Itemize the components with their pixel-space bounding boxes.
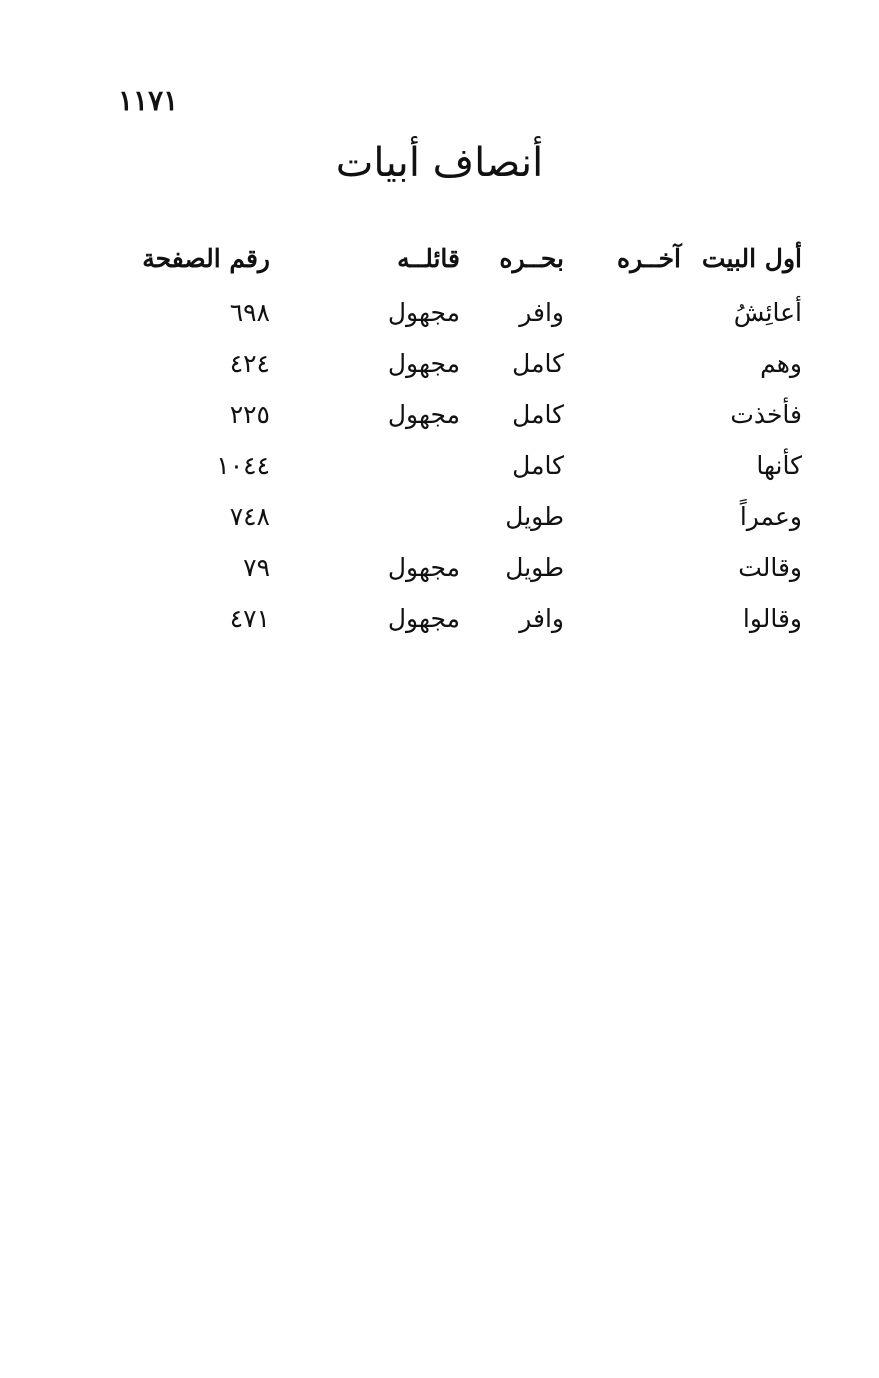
cell-first-verse: وهم — [760, 349, 802, 378]
cell-first-verse: أعائِشُ — [733, 298, 802, 327]
table-row — [0, 349, 879, 400]
cell-page-number: ١٠٤٤ — [216, 451, 270, 480]
cell-first-verse: وقالت — [738, 553, 802, 582]
cell-poet: مجهول — [387, 553, 460, 582]
cell-page-number: ٧٤٨ — [229, 502, 270, 531]
header-page-number: رقم الصفحة — [142, 244, 270, 273]
cell-first-verse: كأنها — [756, 451, 802, 480]
cell-first-verse: فأخذت — [730, 400, 802, 429]
table-header-row — [0, 244, 879, 298]
cell-page-number: ٦٩٨ — [229, 298, 270, 327]
cell-page-number: ٢٢٥ — [229, 400, 270, 429]
cell-page-number: ٤٧١ — [229, 604, 270, 633]
cell-poet: مجهول — [387, 400, 460, 429]
cell-first-verse: وعمراً — [739, 502, 802, 531]
cell-meter: وافر — [519, 604, 564, 633]
cell-page-number: ٤٢٤ — [229, 349, 270, 378]
cell-first-verse: وقالوا — [742, 604, 802, 633]
table-row — [0, 400, 879, 451]
cell-meter: كامل — [512, 451, 564, 480]
cell-meter: وافر — [519, 298, 564, 327]
table-row — [0, 604, 879, 655]
cell-poet: مجهول — [387, 298, 460, 327]
cell-meter: كامل — [512, 349, 564, 378]
cell-poet: مجهول — [387, 349, 460, 378]
cell-poet: مجهول — [387, 604, 460, 633]
header-first-verse: أول البيت — [701, 244, 802, 273]
header-meter: بحــره — [499, 244, 564, 273]
header-poet: قائلــه — [397, 244, 460, 273]
table-row — [0, 553, 879, 604]
cell-meter: طويل — [505, 553, 564, 582]
table-row — [0, 502, 879, 553]
table-row — [0, 298, 879, 349]
cell-page-number: ٧٩ — [243, 553, 270, 582]
verse-index-table — [0, 244, 879, 655]
page-title: أنصاف أبيات — [335, 140, 544, 186]
cell-meter: طويل — [505, 502, 564, 531]
cell-meter: كامل — [512, 400, 564, 429]
header-last-word: آخــره — [617, 244, 681, 273]
table-row — [0, 451, 879, 502]
page-number: ١١٧١ — [118, 84, 179, 117]
